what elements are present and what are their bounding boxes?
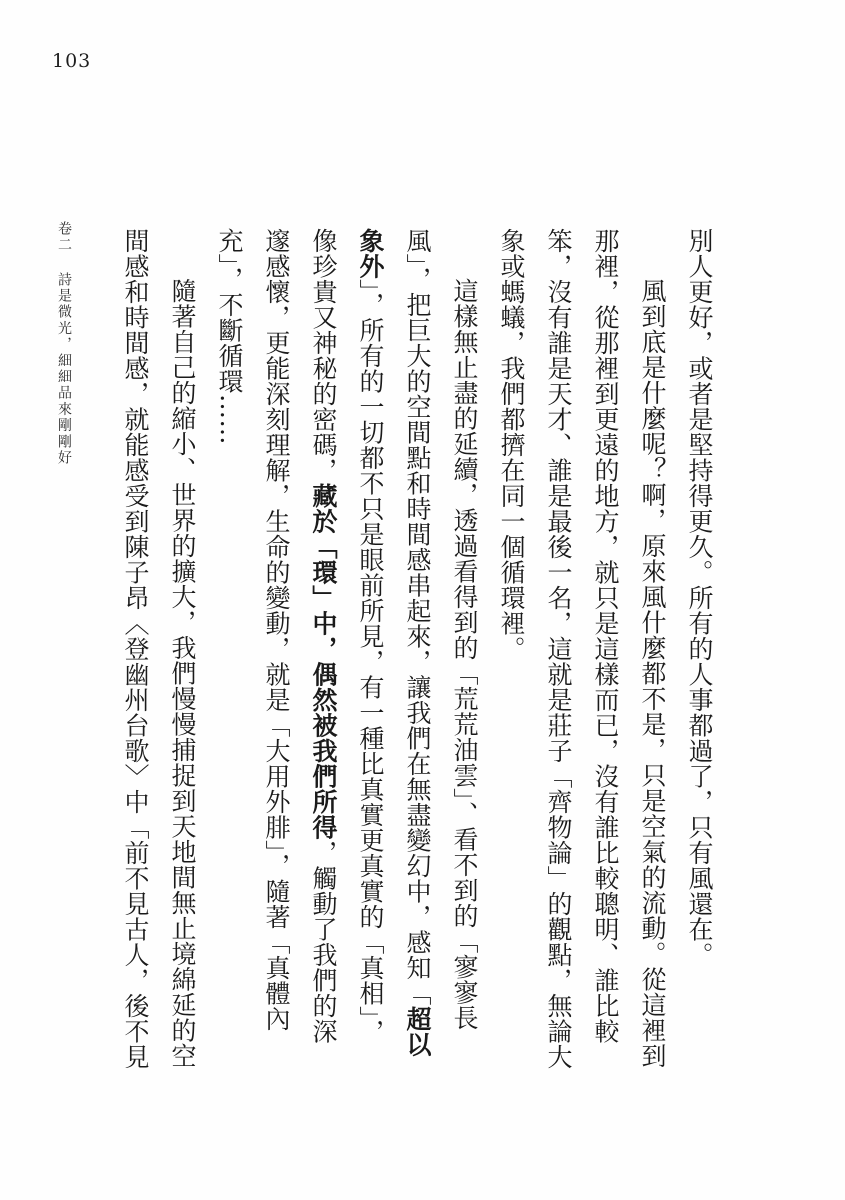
text-segment: 隨著自己的縮小、世界的擴大，我們慢慢捕捉到天地間無止境綿延的空 xyxy=(168,278,197,1069)
bold-text-segment: 象外 xyxy=(356,228,385,279)
bold-text-segment: 藏於「環」中，偶然被我們所得 xyxy=(309,483,338,840)
text-column xyxy=(676,228,723,1108)
chapter-sidebar xyxy=(54,221,74,467)
text-segment: 風到底是什麼呢？啊，原來風什麼都不是，只是空氣的流動。從這裡到 xyxy=(638,278,667,1069)
text-column xyxy=(441,228,488,1108)
text-column xyxy=(394,228,441,1108)
text-column xyxy=(300,228,347,1108)
text-segment: 像珍貴又神秘的密碼， xyxy=(309,228,338,483)
bold-text-segment: 超以 xyxy=(403,1006,432,1057)
text-segment: 那裡，從那裡到更遠的地方，就只是這樣而已，沒有誰比較聰明、誰比較 xyxy=(591,228,620,1044)
text-segment: 充」，不斷循環…… xyxy=(215,228,244,445)
text-segment: 別人更好，或者是堅持得更久。所有的人事都過了，只有風還在。 xyxy=(685,228,714,968)
text-column xyxy=(206,228,253,1108)
text-column xyxy=(112,228,159,1108)
text-segment: 邃感懷，更能深刻理解，生命的變動，就是「大用外腓」，隨著「真體內 xyxy=(262,228,291,1032)
text-segment: 風」，把巨大的空間點和時間感串起來，讓我們在無盡變幻中，感知「 xyxy=(403,228,432,1006)
page-number: 103 xyxy=(52,50,92,72)
text-segment: 」，所有的一切都不只是眼前所見，有一種比真實更真實的「真相」， xyxy=(356,279,385,1045)
text-segment: 這樣無止盡的延續，透過看得到的「荒荒油雲」、看不到的「寥寥長 xyxy=(450,278,479,1031)
text-segment: 象或螞蟻，我們都擠在同一個循環裡。 xyxy=(497,228,526,662)
text-segment: ，觸動了我們的深 xyxy=(309,840,338,1044)
text-column xyxy=(253,228,300,1108)
text-columns xyxy=(112,228,723,1108)
text-column xyxy=(488,228,535,1108)
text-column xyxy=(582,228,629,1108)
text-column xyxy=(159,228,206,1108)
text-segment: 笨，沒有誰是天才、誰是最後一名，這就是莊子「齊物論」的觀點，無論大 xyxy=(544,228,573,1070)
text-column xyxy=(347,228,394,1108)
volume-label: 卷二 xyxy=(56,221,72,254)
text-segment: 間感和時間感，就能感受到陳子昂〈登幽州台歌〉中「前不見古人，後不見 xyxy=(121,228,150,1070)
text-column xyxy=(629,228,676,1108)
text-column xyxy=(535,228,582,1108)
chapter-title: 詩是微光，細細品來剛剛好 xyxy=(56,272,72,467)
